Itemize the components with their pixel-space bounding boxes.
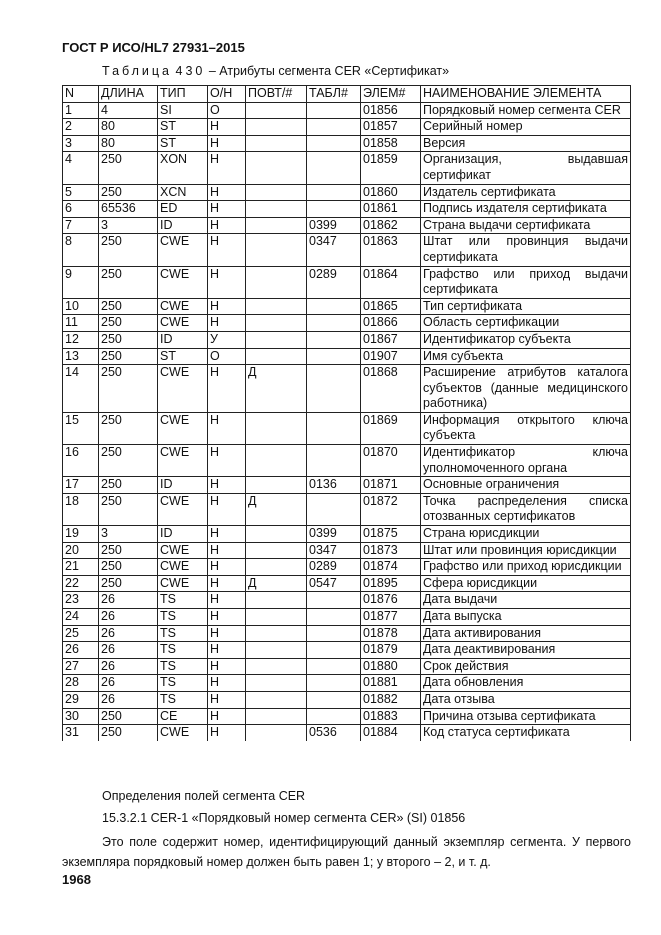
cell-element-name: Дата выдачи <box>421 592 631 609</box>
cell-repeat <box>246 526 307 543</box>
cell-optionality: У <box>208 331 246 348</box>
cell-table <box>307 135 361 152</box>
cell-repeat <box>246 725 307 741</box>
cell-n: 13 <box>63 348 99 365</box>
cell-length: 250 <box>99 331 158 348</box>
cell-optionality: Н <box>208 119 246 136</box>
cell-repeat <box>246 559 307 576</box>
cell-n: 19 <box>63 526 99 543</box>
caption-word: Таблица <box>102 64 173 78</box>
cell-table <box>307 642 361 659</box>
cell-length: 250 <box>99 708 158 725</box>
cell-table: 0347 <box>307 542 361 559</box>
table-row <box>63 152 631 184</box>
cell-element-name: Тип сертификата <box>421 298 631 315</box>
cell-repeat <box>246 348 307 365</box>
cell-type: TS <box>158 658 208 675</box>
cell-n: 21 <box>63 559 99 576</box>
cell-length: 250 <box>99 559 158 576</box>
cell-optionality: Н <box>208 625 246 642</box>
table-row <box>63 642 631 659</box>
cell-element: 01873 <box>361 542 421 559</box>
cell-repeat <box>246 331 307 348</box>
cell-optionality: О <box>208 348 246 365</box>
cell-element: 01895 <box>361 575 421 592</box>
cell-element-name: Срок действия <box>421 658 631 675</box>
cell-element: 01857 <box>361 119 421 136</box>
cell-n: 27 <box>63 658 99 675</box>
cell-length: 250 <box>99 184 158 201</box>
cell-type: TS <box>158 592 208 609</box>
cell-table <box>307 493 361 525</box>
table-row <box>63 298 631 315</box>
cell-length: 250 <box>99 542 158 559</box>
cell-element-name: Графство или приход юрисдикции <box>421 559 631 576</box>
cell-type: CWE <box>158 234 208 266</box>
cell-table <box>307 315 361 332</box>
cell-optionality: Н <box>208 609 246 626</box>
cell-element: 01874 <box>361 559 421 576</box>
cell-table <box>307 331 361 348</box>
cell-length: 80 <box>99 135 158 152</box>
cell-type: ED <box>158 201 208 218</box>
cell-element: 01858 <box>361 135 421 152</box>
cell-type: XON <box>158 152 208 184</box>
cell-n: 2 <box>63 119 99 136</box>
table-row <box>63 266 631 298</box>
cell-length: 65536 <box>99 201 158 218</box>
cell-n: 10 <box>63 298 99 315</box>
table-header-row <box>63 86 631 103</box>
cell-optionality: Н <box>208 184 246 201</box>
cell-element-name: Идентификатор субъекта <box>421 331 631 348</box>
cell-repeat <box>246 315 307 332</box>
cell-element-name: Сфера юрисдикции <box>421 575 631 592</box>
cell-repeat <box>246 708 307 725</box>
cell-optionality: О <box>208 102 246 119</box>
cell-element: 01882 <box>361 691 421 708</box>
cell-length: 250 <box>99 315 158 332</box>
cell-element-name: Расширение атрибутов каталога субъектов (данные медицинского работника) <box>421 365 631 413</box>
table-caption <box>102 64 449 78</box>
cell-element-name: Серийный номер <box>421 119 631 136</box>
cell-element: 01864 <box>361 266 421 298</box>
table-row <box>63 217 631 234</box>
cell-element: 01862 <box>361 217 421 234</box>
cell-table <box>307 119 361 136</box>
field-description: Это поле содержит номер, идентифицирующий данный экземпляр сегмента. У первого экземпляра порядковый номер должен быть равен 1; у второго – 2, и т. д. <box>62 835 631 869</box>
cell-repeat <box>246 119 307 136</box>
cell-element: 01860 <box>361 184 421 201</box>
cell-element-name: Штат или провинция юрисдикции <box>421 542 631 559</box>
section-title: Определения полей сегмента CER <box>102 789 306 803</box>
cell-repeat: Д <box>246 365 307 413</box>
cell-type: CWE <box>158 559 208 576</box>
cell-table <box>307 445 361 477</box>
cell-n: 3 <box>63 135 99 152</box>
cell-optionality: Н <box>208 315 246 332</box>
cell-n: 14 <box>63 365 99 413</box>
table-row <box>63 445 631 477</box>
cell-element-name: Дата обновления <box>421 675 631 692</box>
cell-table <box>307 625 361 642</box>
table-row <box>63 234 631 266</box>
cell-element-name: Дата деактивирования <box>421 642 631 659</box>
cell-n: 15 <box>63 412 99 444</box>
cell-optionality: Н <box>208 592 246 609</box>
cell-repeat <box>246 298 307 315</box>
cell-element: 01865 <box>361 298 421 315</box>
cell-element-name: Дата активирования <box>421 625 631 642</box>
cell-element: 01870 <box>361 445 421 477</box>
cell-optionality: Н <box>208 526 246 543</box>
caption-number: 430 <box>175 64 206 78</box>
cell-type: TS <box>158 609 208 626</box>
cell-length: 250 <box>99 234 158 266</box>
cell-repeat <box>246 625 307 642</box>
cell-optionality: Н <box>208 298 246 315</box>
cell-element-name: Издатель сертификата <box>421 184 631 201</box>
table-row <box>63 119 631 136</box>
cell-n: 11 <box>63 315 99 332</box>
cell-n: 29 <box>63 691 99 708</box>
cell-n: 17 <box>63 477 99 494</box>
column-header-n: N <box>63 86 99 103</box>
cell-length: 26 <box>99 625 158 642</box>
cell-repeat <box>246 642 307 659</box>
segment-attributes-table <box>62 85 631 741</box>
cell-n: 20 <box>63 542 99 559</box>
cell-type: CWE <box>158 315 208 332</box>
column-header-type: ТИП <box>158 86 208 103</box>
cell-element: 01861 <box>361 201 421 218</box>
column-header-element-name: НАИМЕНОВАНИЕ ЭЛЕМЕНТА <box>421 86 631 103</box>
cell-n: 24 <box>63 609 99 626</box>
cell-element: 01880 <box>361 658 421 675</box>
cell-table: 0289 <box>307 266 361 298</box>
table-row <box>63 675 631 692</box>
cell-element: 01883 <box>361 708 421 725</box>
cell-element-name: Графство или приход выдачи сертификата <box>421 266 631 298</box>
cell-table: 0136 <box>307 477 361 494</box>
cell-optionality: Н <box>208 725 246 741</box>
cell-type: TS <box>158 691 208 708</box>
table-row <box>63 412 631 444</box>
cell-element: 01881 <box>361 675 421 692</box>
table-row <box>63 559 631 576</box>
cell-element: 01875 <box>361 526 421 543</box>
cell-element-name: Штат или провинция выдачи сертификата <box>421 234 631 266</box>
cell-type: CE <box>158 708 208 725</box>
cell-optionality: Н <box>208 559 246 576</box>
cell-table: 0399 <box>307 526 361 543</box>
cell-optionality: Н <box>208 217 246 234</box>
cell-type: TS <box>158 642 208 659</box>
cell-element-name: Код статуса сертификата <box>421 725 631 741</box>
cell-table <box>307 102 361 119</box>
cell-repeat <box>246 477 307 494</box>
cell-repeat: Д <box>246 575 307 592</box>
cell-element: 01907 <box>361 348 421 365</box>
cell-length: 250 <box>99 365 158 413</box>
cell-table: 0547 <box>307 575 361 592</box>
cell-table <box>307 298 361 315</box>
cell-table <box>307 365 361 413</box>
table-row <box>63 575 631 592</box>
cell-element: 01871 <box>361 477 421 494</box>
cell-type: TS <box>158 625 208 642</box>
cell-length: 250 <box>99 348 158 365</box>
column-header-element: ЭЛЕМ# <box>361 86 421 103</box>
cell-optionality: Н <box>208 201 246 218</box>
cell-optionality: Н <box>208 365 246 413</box>
cell-table <box>307 592 361 609</box>
cell-n: 28 <box>63 675 99 692</box>
cell-length: 26 <box>99 609 158 626</box>
cell-repeat <box>246 609 307 626</box>
table-row <box>63 135 631 152</box>
cell-type: ID <box>158 331 208 348</box>
cell-optionality: Н <box>208 266 246 298</box>
cell-table <box>307 691 361 708</box>
cell-n: 18 <box>63 493 99 525</box>
cell-table: 0536 <box>307 725 361 741</box>
cell-repeat <box>246 234 307 266</box>
cell-n: 5 <box>63 184 99 201</box>
cell-table <box>307 658 361 675</box>
cell-type: XCN <box>158 184 208 201</box>
cell-optionality: Н <box>208 234 246 266</box>
cell-length: 250 <box>99 412 158 444</box>
cell-n: 30 <box>63 708 99 725</box>
cell-optionality: Н <box>208 675 246 692</box>
cell-repeat <box>246 266 307 298</box>
cell-element-name: Идентификатор ключа уполномоченного органа <box>421 445 631 477</box>
cell-element-name: Организация, выдавшая сертификат <box>421 152 631 184</box>
cell-type: ST <box>158 119 208 136</box>
cell-table <box>307 184 361 201</box>
cell-n: 22 <box>63 575 99 592</box>
cell-type: CWE <box>158 725 208 741</box>
cell-length: 250 <box>99 445 158 477</box>
cell-table <box>307 201 361 218</box>
cell-optionality: Н <box>208 542 246 559</box>
cell-table <box>307 152 361 184</box>
cell-n: 25 <box>63 625 99 642</box>
cell-table <box>307 708 361 725</box>
table-row <box>63 691 631 708</box>
cell-length: 250 <box>99 477 158 494</box>
column-header-repeat: ПОВТ/# <box>246 86 307 103</box>
cell-optionality: Н <box>208 477 246 494</box>
cell-length: 250 <box>99 266 158 298</box>
cell-repeat <box>246 445 307 477</box>
cell-type: CWE <box>158 493 208 525</box>
caption-text: Атрибуты сегмента CER «Сертификат» <box>219 64 450 78</box>
cell-n: 12 <box>63 331 99 348</box>
cell-n: 7 <box>63 217 99 234</box>
cell-type: ID <box>158 526 208 543</box>
cell-table <box>307 412 361 444</box>
cell-length: 26 <box>99 691 158 708</box>
cell-element-name: Подпись издателя сертификата <box>421 201 631 218</box>
cell-table: 0399 <box>307 217 361 234</box>
cell-element: 01868 <box>361 365 421 413</box>
cell-n: 1 <box>63 102 99 119</box>
table-row <box>63 592 631 609</box>
table-row <box>63 315 631 332</box>
cell-length: 26 <box>99 592 158 609</box>
cell-repeat <box>246 102 307 119</box>
cell-type: ID <box>158 477 208 494</box>
caption-dash: – <box>208 64 216 78</box>
cell-n: 31 <box>63 725 99 741</box>
cell-optionality: Н <box>208 493 246 525</box>
cell-length: 3 <box>99 526 158 543</box>
cell-element: 01876 <box>361 592 421 609</box>
cell-n: 23 <box>63 592 99 609</box>
table-row <box>63 477 631 494</box>
cell-table <box>307 675 361 692</box>
table-row <box>63 102 631 119</box>
cell-element-name: Версия <box>421 135 631 152</box>
cell-repeat <box>246 217 307 234</box>
cell-optionality: Н <box>208 575 246 592</box>
cell-length: 4 <box>99 102 158 119</box>
cell-n: 9 <box>63 266 99 298</box>
cell-n: 4 <box>63 152 99 184</box>
cell-repeat <box>246 542 307 559</box>
cell-element-name: Порядковый номер сегмента CER <box>421 102 631 119</box>
cell-table: 0347 <box>307 234 361 266</box>
cell-element-name: Основные ограничения <box>421 477 631 494</box>
cell-repeat <box>246 201 307 218</box>
cell-repeat: Д <box>246 493 307 525</box>
cell-element-name: Точка распределения списка отозванных сертификатов <box>421 493 631 525</box>
cell-element: 01867 <box>361 331 421 348</box>
cell-element-name: Дата выпуска <box>421 609 631 626</box>
cell-length: 250 <box>99 575 158 592</box>
cell-length: 26 <box>99 658 158 675</box>
table-row <box>63 331 631 348</box>
cell-type: CWE <box>158 412 208 444</box>
table-row <box>63 725 631 741</box>
cell-length: 250 <box>99 152 158 184</box>
cell-repeat <box>246 675 307 692</box>
table-row <box>63 625 631 642</box>
cell-optionality: Н <box>208 135 246 152</box>
cell-length: 250 <box>99 298 158 315</box>
column-header-length: ДЛИНА <box>99 86 158 103</box>
cell-length: 26 <box>99 675 158 692</box>
cell-n: 26 <box>63 642 99 659</box>
table-row <box>63 365 631 413</box>
cell-length: 26 <box>99 642 158 659</box>
cell-table <box>307 348 361 365</box>
column-header-table: ТАБЛ# <box>307 86 361 103</box>
cell-repeat <box>246 658 307 675</box>
cell-length: 3 <box>99 217 158 234</box>
cell-optionality: Н <box>208 412 246 444</box>
cell-type: CWE <box>158 575 208 592</box>
cell-optionality: Н <box>208 708 246 725</box>
table-row <box>63 658 631 675</box>
cell-element-name: Страна выдачи сертификата <box>421 217 631 234</box>
table-row <box>63 201 631 218</box>
cell-length: 80 <box>99 119 158 136</box>
table-row <box>63 184 631 201</box>
cell-element-name: Страна юрисдикции <box>421 526 631 543</box>
cell-repeat <box>246 592 307 609</box>
cell-element-name: Информация открытого ключа субъекта <box>421 412 631 444</box>
table-row <box>63 542 631 559</box>
cell-type: ST <box>158 135 208 152</box>
cell-optionality: Н <box>208 152 246 184</box>
cell-table <box>307 609 361 626</box>
cell-repeat <box>246 412 307 444</box>
cell-optionality: Н <box>208 691 246 708</box>
cell-element: 01859 <box>361 152 421 184</box>
cell-n: 16 <box>63 445 99 477</box>
cell-type: ID <box>158 217 208 234</box>
cell-element: 01856 <box>361 102 421 119</box>
cell-element: 01866 <box>361 315 421 332</box>
cell-length: 250 <box>99 493 158 525</box>
cell-type: TS <box>158 675 208 692</box>
cell-type: CWE <box>158 298 208 315</box>
cell-element: 01872 <box>361 493 421 525</box>
field-heading: 15.3.2.1 CER-1 «Порядковый номер сегмента CER» (SI) 01856 <box>102 811 466 825</box>
cell-table: 0289 <box>307 559 361 576</box>
cell-repeat <box>246 184 307 201</box>
cell-type: CWE <box>158 542 208 559</box>
cell-element: 01878 <box>361 625 421 642</box>
table-row <box>63 526 631 543</box>
cell-optionality: Н <box>208 445 246 477</box>
cell-repeat <box>246 152 307 184</box>
cell-type: SI <box>158 102 208 119</box>
cell-type: ST <box>158 348 208 365</box>
cell-element-name: Дата отзыва <box>421 691 631 708</box>
table-row <box>63 708 631 725</box>
cell-repeat <box>246 135 307 152</box>
cell-type: CWE <box>158 365 208 413</box>
cell-element-name: Область сертификации <box>421 315 631 332</box>
cell-element: 01863 <box>361 234 421 266</box>
cell-element: 01884 <box>361 725 421 741</box>
cell-n: 8 <box>63 234 99 266</box>
cell-type: CWE <box>158 445 208 477</box>
cell-element: 01879 <box>361 642 421 659</box>
cell-element-name: Причина отзыва сертификата <box>421 708 631 725</box>
cell-element: 01869 <box>361 412 421 444</box>
table-row <box>63 609 631 626</box>
page-number: 1968 <box>62 872 91 887</box>
cell-type: CWE <box>158 266 208 298</box>
column-header-optionality: О/Н <box>208 86 246 103</box>
cell-length: 250 <box>99 725 158 741</box>
cell-optionality: Н <box>208 642 246 659</box>
table-row <box>63 348 631 365</box>
table-row <box>63 493 631 525</box>
cell-n: 6 <box>63 201 99 218</box>
cell-optionality: Н <box>208 658 246 675</box>
standard-header: ГОСТ Р ИСО/HL7 27931–2015 <box>62 40 245 55</box>
cell-element-name: Имя субъекта <box>421 348 631 365</box>
cell-element: 01877 <box>361 609 421 626</box>
cell-repeat <box>246 691 307 708</box>
